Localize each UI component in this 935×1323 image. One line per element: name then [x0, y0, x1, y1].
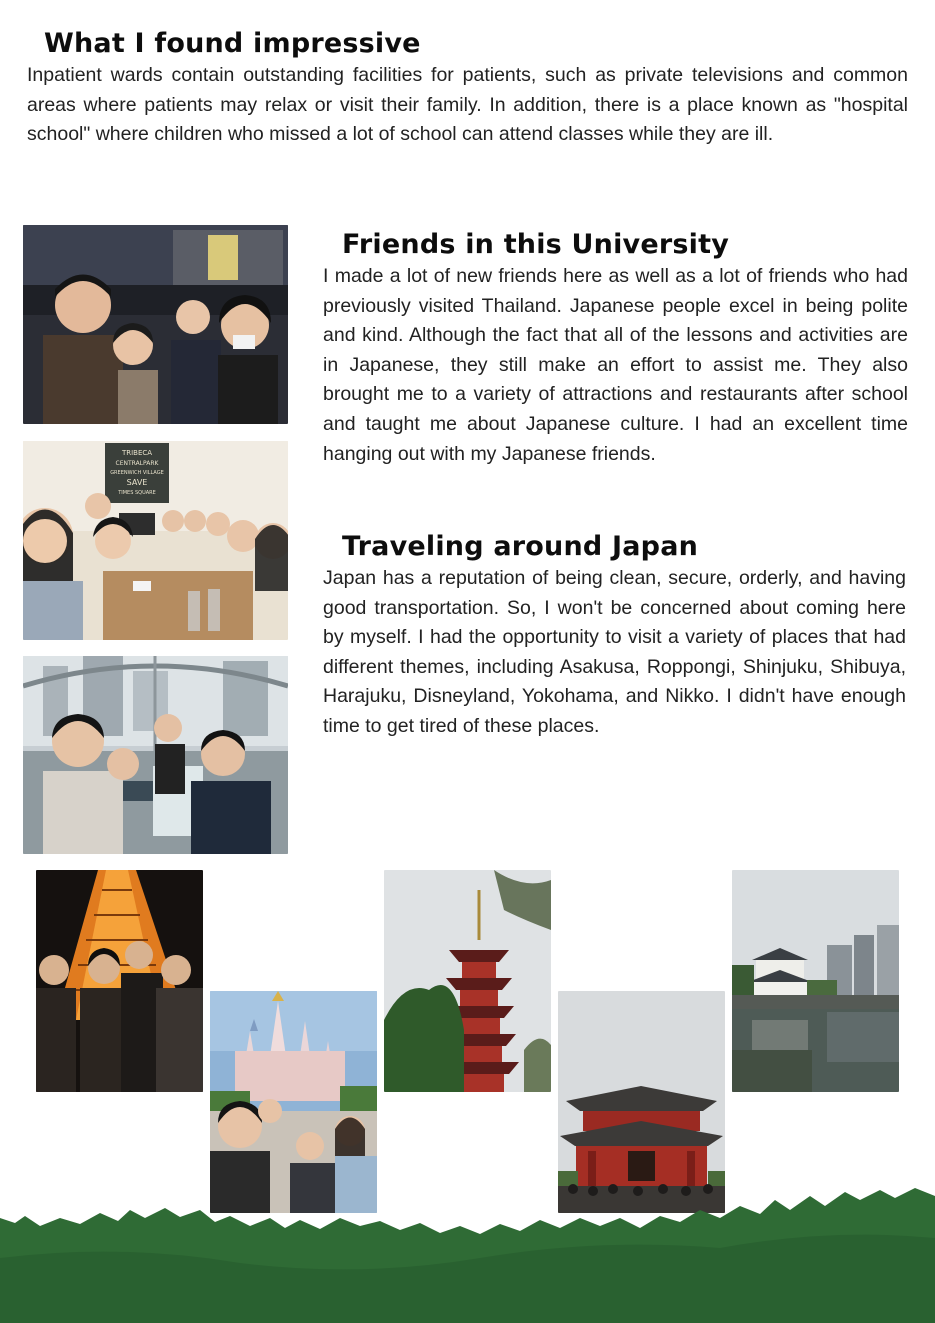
heading-friends: Friends in this University: [342, 229, 730, 260]
photo-sensoji-temple-gate: [558, 991, 725, 1213]
sign-line-3: GREENWICH VILLAGE: [110, 470, 164, 476]
paragraph-traveling: Japan has a reputation of being clean, secure, orderly, and having good transportation. So, I won't be concerned about coming here by myself. I had the opportunity to visit a variety of places that had different themes, including Asakusa, Roppongi, Shinjuku, Shibuya, Harajuku, Disneyland, Yokohama, and Nikko. I didn't have enough time to get tired of these places.: [323, 567, 906, 737]
paragraph-friends: I made a lot of new friends here as well as a lot of friends who had previously visited Thailand. Japanese people excel in being polite and kind. Although the fact that all of the lessons and activities are in Japanese, they still make an effort to assist me. They also brought me to a variety of attractions and restaurants after school and taught me about Japanese culture. I had an excellent time hanging out with my Japanese friends.: [323, 265, 908, 465]
heading-traveling: Traveling around Japan: [342, 531, 699, 562]
photo-friends-restaurant: [23, 441, 288, 640]
sign-line-2: CENTRALPARK: [115, 460, 159, 467]
grass-footer-decoration: [0, 1188, 935, 1323]
photo-five-story-pagoda: [384, 870, 551, 1092]
photo-tokyo-tower-night: [36, 870, 203, 1092]
sign-line-4: SAVE: [126, 478, 148, 487]
photo-disneyland-castle: [210, 991, 377, 1213]
sign-line-1: TRIBECA: [121, 449, 153, 457]
photo-friends-ferris-wheel: [23, 656, 288, 854]
paragraph-impressive: Inpatient wards contain outstanding facilities for patients, such as private televisions and common areas where patients may relax or visit their family. In addition, there is a place known as "hospital school" where children who missed a lot of school can attend classes while they are ill.: [27, 64, 908, 146]
photo-imperial-palace-moat: [732, 870, 899, 1092]
heading-impressive: What I found impressive: [44, 28, 421, 59]
photo-friends-street-night: [23, 225, 288, 424]
sign-line-5: TIMES SQUARE: [118, 490, 156, 496]
